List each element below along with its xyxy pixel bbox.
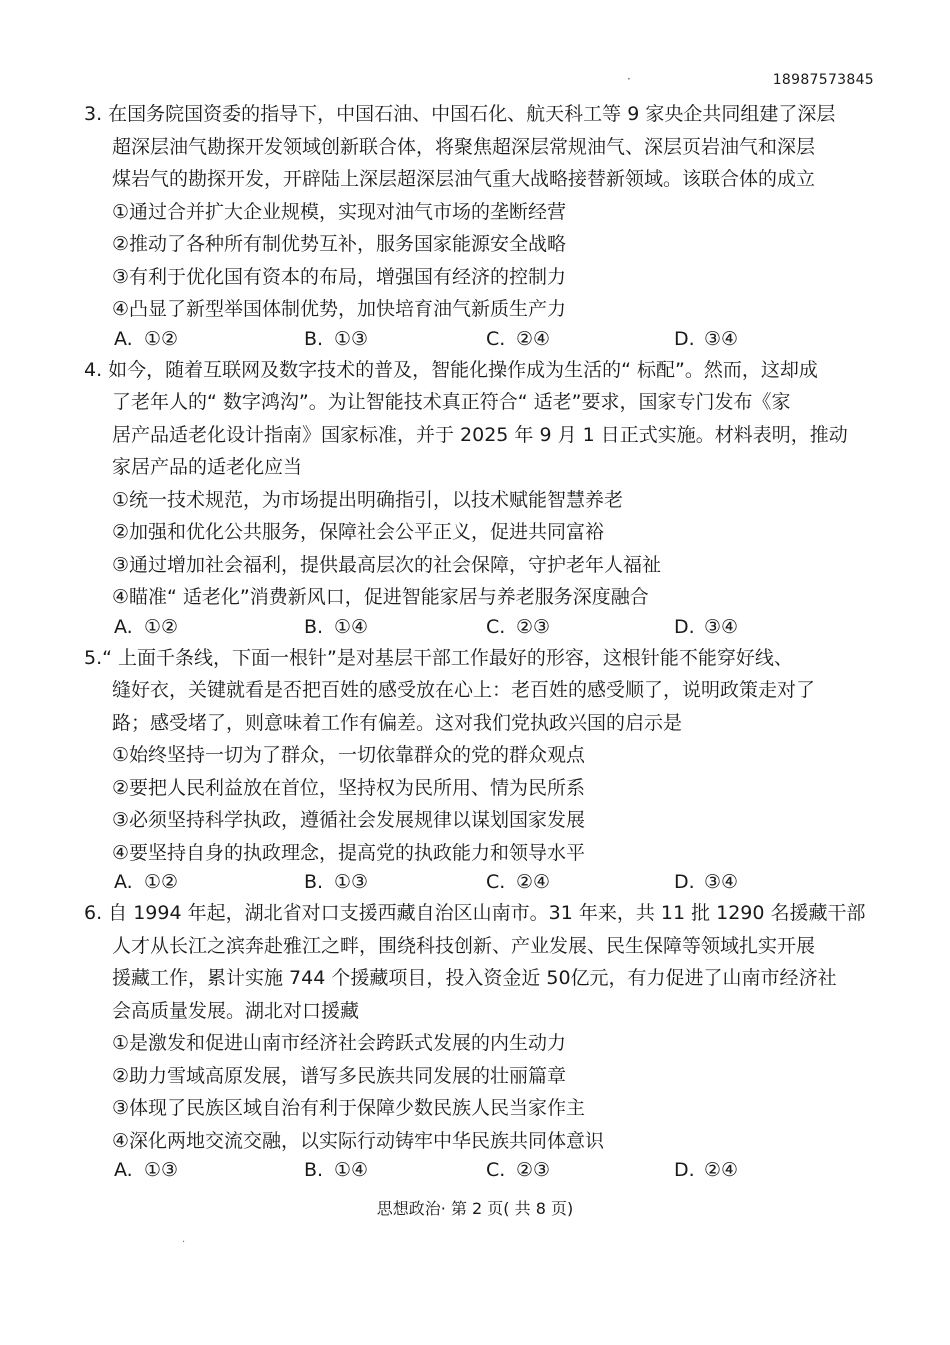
statement-option: ①始终坚持一切为了群众，一切依靠群众的党的群众观点: [112, 744, 586, 766]
question-stem-line: 煤岩气的勘探开发，开辟陆上深层超深层油气重大战略接替新领域。该联合体的成立: [112, 168, 816, 190]
footer-dot: .: [182, 1234, 186, 1245]
statement-option: ④深化两地交流交融，以实际行动铸牢中华民族共同体意识: [112, 1129, 605, 1152]
question-stem-line: 缝好衣，关键就看是否把百姓的感受放在心上：老百姓的感受顺了，说明政策走对了: [112, 679, 816, 701]
statement-option: ①统一技术规范，为市场提出明确指引，以技术赋能智慧养老: [112, 488, 624, 511]
answer-choice-b: B. ①④: [304, 615, 369, 638]
answer-choices: [84, 869, 884, 895]
answer-choice-b: B. ①③: [304, 327, 369, 350]
questions-container: [84, 98, 884, 1185]
answer-choice-d: D. ③④: [674, 327, 739, 350]
answer-choice-c: C. ②④: [486, 871, 551, 893]
statement-option: ③必须坚持科学执政，遵循社会发展规律以谋划国家发展: [112, 809, 586, 831]
statement-option: ③通过增加社会福利，提供最高层次的社会保障，守护老年人福祉: [112, 553, 662, 576]
statement-option: ②助力雪域高原发展，谱写多民族共同发展的壮丽篇章: [112, 1064, 567, 1087]
question-stem-line: 3. 在国务院国资委的指导下，中国石油、中国石化、航天科工等 9 家央企共同组建了深层: [84, 103, 836, 125]
answer-choices: [84, 326, 884, 352]
question-3: [84, 98, 884, 352]
question-stem-line: 超深层油气勘探开发领域创新联合体，将聚焦超深层常规油气、深层页岩油气和深层: [112, 135, 816, 158]
answer-choice-b: B. ①④: [304, 1159, 369, 1181]
question-stem-line: 6. 自 1994 年起，湖北省对口支援西藏自治区山南市。31 年来，共 11 批 1290 名援藏干部: [84, 902, 866, 924]
statement-option: ④凸显了新型举国体制优势，加快培育油气新质生产力: [112, 298, 567, 320]
page-footer: 思想政治· 第 2 页( 共 8 页): [376, 1199, 574, 1218]
statement-option: ①是激发和促进山南市经济社会跨跃式发展的内生动力: [112, 1032, 567, 1054]
question-stem-line: 援藏工作，累计实施 744 个援藏项目，投入资金近 50亿元，有力促进了山南市经济社: [112, 967, 837, 989]
answer-choices: [84, 614, 884, 640]
answer-choice-a: A. ①②: [114, 615, 179, 638]
question-stem-line: 了老年人的“ 数字鸿沟”。为让智能技术真正符合“ 适老”要求，国家专门发布《家: [112, 391, 791, 413]
question-6: [84, 897, 884, 1183]
question-stem-line: 会高质量发展。湖北对口援藏: [112, 999, 360, 1022]
answer-choice-c: C. ②③: [486, 615, 551, 638]
statement-option: ②加强和优化公共服务，保障社会公平正义，促进共同富裕: [112, 521, 605, 543]
answer-choice-d: D. ③④: [674, 615, 739, 638]
statement-option: ③有利于优化国有资本的布局，增强国有经济的控制力: [112, 265, 567, 288]
statement-option: ②推动了各种所有制优势互补，服务国家能源安全战略: [112, 233, 567, 255]
answer-choice-a: A. ①③: [114, 1159, 179, 1181]
question-stem-line: 4. 如今，随着互联网及数字技术的普及，智能化操作成为生活的“ 标配”。然而，这却成: [84, 358, 818, 381]
answer-choice-c: C. ②④: [486, 327, 551, 350]
header-phone-number: 18987573845: [772, 72, 874, 88]
answer-choice-b: B. ①③: [304, 871, 369, 893]
answer-choices: [84, 1157, 884, 1183]
statement-option: ④瞄准“ 适老化”消费新风口，促进智能家居与养老服务深度融合: [112, 586, 649, 608]
question-stem-line: 居产品适老化设计指南》国家标准，并于 2025 年 9 月 1 日正式实施。材料表明，推动: [112, 423, 848, 446]
question-stem-line: 路；感受堵了，则意味着工作有偏差。这对我们党执政兴国的启示是: [112, 711, 683, 734]
answer-choice-a: A. ①②: [114, 327, 179, 350]
header-dot: ·: [627, 72, 631, 86]
question-4: [84, 354, 884, 640]
statement-option: ②要把人民利益放在首位，坚持权为民所用、情为民所系: [112, 776, 586, 799]
question-stem-line: 家居产品的适老化应当: [112, 456, 303, 478]
statement-option: ④要坚持自身的执政理念，提高党的执政能力和领导水平: [112, 841, 586, 864]
answer-choice-c: C. ②③: [486, 1159, 551, 1181]
question-stem-line: 人才从长江之滨奔赴雅江之畔，围绕科技创新、产业发展、民生保障等领域扎实开展: [112, 934, 816, 957]
answer-choice-a: A. ①②: [114, 871, 179, 893]
answer-choice-d: D. ②④: [674, 1159, 739, 1181]
statement-option: ①通过合并扩大企业规模，实现对油气市场的垄断经营: [112, 200, 567, 223]
statement-option: ③体现了民族区域自治有利于保障少数民族人民当家作主: [112, 1097, 586, 1119]
question-stem-line: 5.“ 上面千条线，下面一根针”是对基层干部工作最好的形容，这根针能不能穿好线、: [84, 646, 793, 669]
question-5: [84, 642, 884, 896]
answer-choice-d: D. ③④: [674, 871, 739, 893]
